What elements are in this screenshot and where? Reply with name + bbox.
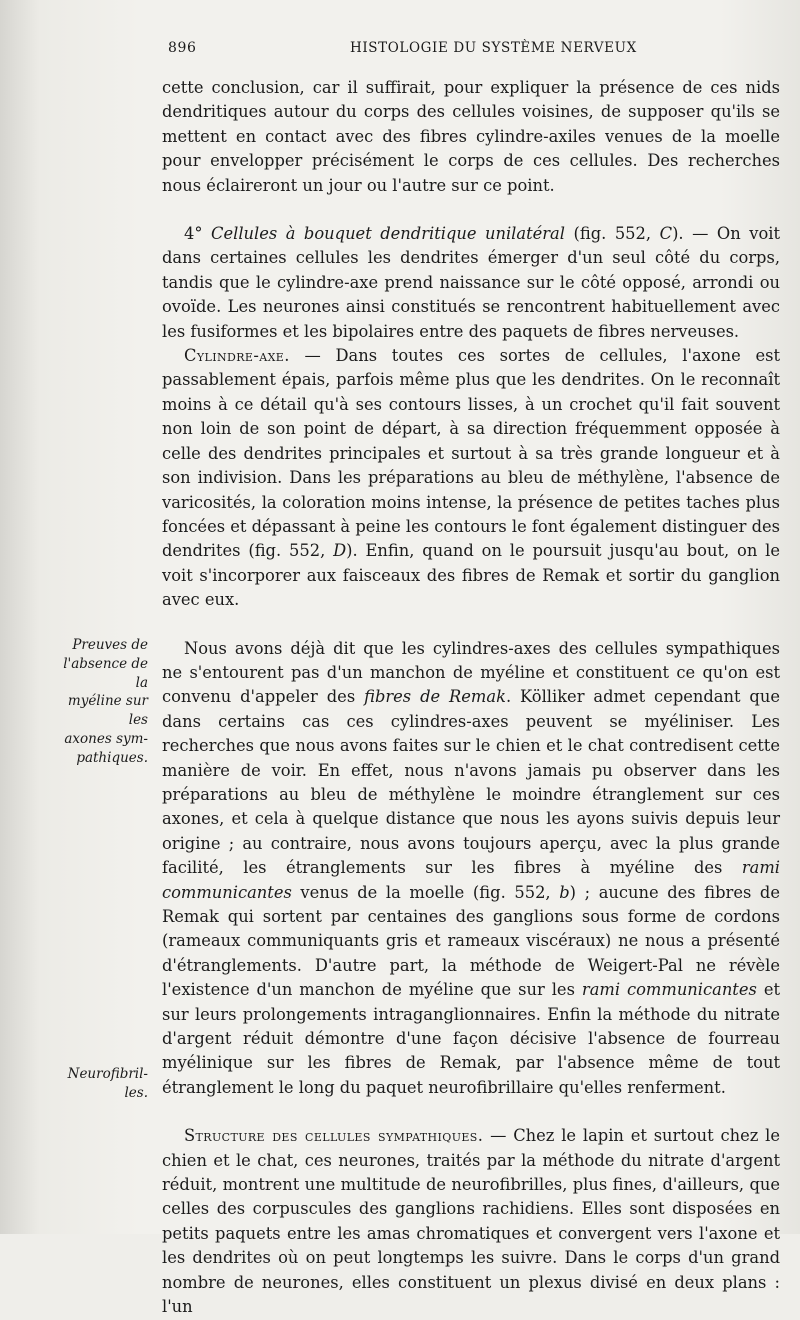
italic-term: fibres de Remak — [364, 687, 506, 707]
margin-note-line: myéline sur les — [67, 693, 148, 729]
paragraph-conclusion: cette conclusion, car il suffirait, pour expliquer la présence de ces nids dendritiques autour du corps des cellules voisines, de supposer qu'ils se mettent en contact avec des fibres cylindre-axiles venues de la moelle pour envelopper précisément le corps de ces cellules. Des recherches nous éclaireront un jour ou l'autre sur ce point. — [162, 78, 780, 195]
paragraph-text: venus de la moelle (fig. 552, — [291, 882, 560, 902]
paragraph-bouquet-unilateral — [162, 222, 780, 344]
paragraph-text: . Kölliker admet cependant que dans certains cas ces cylindres-axes peuvent se myéliniser. Les recherches que nous avons faites sur le chien et le chat contredisent cette manière de voir. En effet, nous n'avons jamais pu observer dans les préparations au bleu de méthylène le moindre étranglement sur ces axones, et cela à quelque distance que nous les ayons suivis depuis leur origine ; au contraire, nous avons toujours aperçu, avec la plus grande facilité, les étranglements sur les fibres à myéline des — [162, 687, 780, 878]
figure-letter: C — [659, 224, 673, 244]
margin-note-line: Neurofibril- — [67, 1066, 148, 1082]
paragraph-myeline — [162, 637, 780, 1101]
italic-term: rami communicantes — [581, 980, 757, 1000]
paragraph-text: Nous avons déjà dit que les cylindres-axes des cellules sympathiques ne s'entourent pas d'un manchon de myéline et constituent ce qu'on est convenu d'appeler des — [162, 638, 780, 707]
margin-note-line: l'absence de la — [63, 655, 148, 691]
margin-note-line: Preuves de — [72, 637, 148, 653]
margin-note-line: les. — [124, 1084, 148, 1101]
paragraph-text: — Dans toutes ces sortes de cellules, l'axone est passablement épais, parfois même plus que les dendrites. On le reconnaît moins à ce détail qu'à ses contours lisses, à un crochet qu'il fait souvent non loin de son point de départ, à sa direction fréquemment opposée à celle des dendrites principales et surtout à sa très grande longueur et à son indivision. Dans les préparations au bleu de méthylène, l'absence de varicosités, la coloration moins intense, la présence de petites taches plus foncées et dépassant à peine les contours le font également distinguer des dendrites (fig. 552, — [162, 346, 780, 561]
body-text — [162, 76, 780, 1320]
margin-note-preuves — [48, 636, 148, 768]
paragraph-text: et sur leurs prolongements intraganglionnaires. Enfin la méthode du nitrate d'argent réduit démontre d'une façon décisive l'absence de fourreau myélinique sur les fibres de Remak, par l'absence même de tout étranglement le long du paquet neurofibrillaire qu'elles renferment. — [162, 980, 780, 1097]
paragraph-text: — Chez le lapin et surtout chez le chien et le chat, ces neurones, traités par la méthode du nitrate d'argent réduit, montrent une multitude de neurofibrilles, plus fines, d'ailleurs, que celles des corpuscules des ganglions rachidiens. Elles sont disposées en petits paquets entre les amas chromatiques et convergent vers l'axone et les dendrites où on peut longtemps les suivre. Dans le corps d'un grand nombre de neurones, elles constituent un plexus divisé en deux plans : l'un — [162, 1126, 780, 1317]
italic-term: rami communicantes — [162, 858, 780, 902]
paragraph-cylindre-axe — [162, 344, 780, 612]
margin-note-line: pathiques. — [76, 749, 148, 766]
margin-note-neurofibrilles — [48, 1065, 148, 1103]
section-heading: Structure des cellules sympathiques. — [184, 1126, 484, 1146]
figure-letter: b — [559, 882, 570, 902]
paragraph-structure — [162, 1124, 780, 1319]
paragraph-text: ) ; aucune des fibres de Remak qui sortent par centaines des ganglions sous forme de cordons (rameaux communiquants gris et rameaux viscéraux) ne nous a présenté d'étranglements. D'autre part, la méthode de Weigert-Pal ne révèle l'existence d'un manchon de myéline que sur les — [162, 882, 780, 1000]
margin-note-line: axones sym- — [64, 730, 148, 747]
running-header — [168, 40, 778, 60]
figure-letter: D — [333, 541, 347, 561]
page-number: 896 — [168, 40, 197, 56]
section-heading: Cellules à bouquet dendritique unilatéral — [211, 224, 565, 244]
section-number: 4° — [184, 224, 212, 244]
figure-ref: (fig. 552, — [564, 224, 660, 244]
section-heading: Cylindre-axe. — [184, 346, 290, 366]
running-title: HISTOLOGIE DU SYSTÈME NERVEUX — [350, 40, 637, 56]
paragraph-text: ). Enfin, quand on le poursuit jusqu'au bout, on le voit s'incorporer aux faisceaux des fibres de Remak et sortir du ganglion avec eux. — [162, 541, 781, 610]
paragraph-text: ). — On voit dans certaines cellules les dendrites émerger d'un seul côté du corps, tandis que le cylindre-axe prend naissance sur le côté opposé, arrondi ou ovoïde. Les neurones ainsi constitués se rencontrent habituellement avec les fusiformes et les bipolaires entre des paquets de fibres nerveuses. — [162, 224, 780, 341]
